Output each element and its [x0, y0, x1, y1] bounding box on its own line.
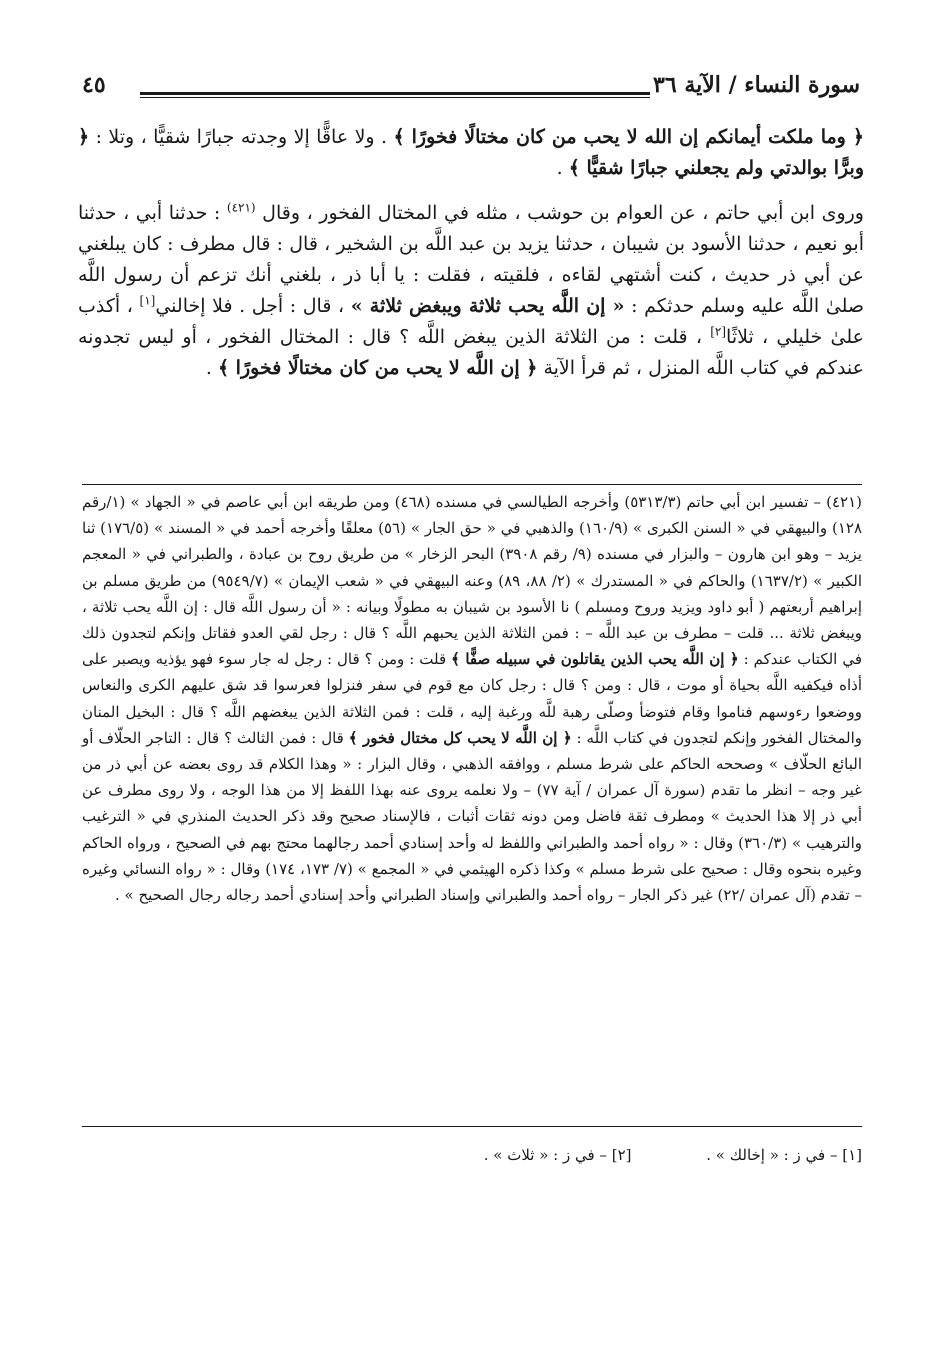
paragraph-2	[78, 198, 864, 384]
hadith-quote: « إن اللَّه يحب ثلاثة ويبغض ثلاثة »	[350, 295, 625, 317]
body-text: .	[205, 357, 218, 379]
footnote-ref-421[interactable]: (٤٢١)	[226, 200, 256, 215]
paragraph-1	[78, 122, 864, 184]
footnote-ref-2[interactable]: [٢]	[710, 324, 727, 339]
body-text: ، قال : أجل . فلا إخالني	[155, 295, 351, 317]
footnote-ref-1[interactable]: [١]	[139, 293, 156, 308]
body-text: : حدثنا أبي ، حدثنا أبو نعيم ، حدثنا الأسود بن شيبان ، حدثنا يزيد بن عبد اللَّه بن الشخير ، قال : قال مطرف : كان يبلغني عن أبي ذر حديث ، كنت أشتهي لقاءه ، فلقيته ، فقلت : يا أبا ذر ، بلغني أنك تزعم أن رسول اللَّه صلىٰ اللَّه عليه وسلم حدثكم :	[78, 202, 864, 317]
page-number: ٤٥	[82, 72, 106, 98]
editor-note-2: [٢] – في ز : « ثلاث » .	[483, 1146, 632, 1164]
quran-verse: ﴿ إن اللَّه لا يحب من كان مختالًا فخورًا ﴾	[217, 357, 538, 379]
header-rule	[140, 92, 650, 98]
footnote-421	[82, 489, 862, 908]
quran-verse: ﴿ وبرًّا بوالدتي ولم يجعلني جبارًا شقيًّا ﴾	[78, 126, 864, 179]
body-text: ، قلت : من الثلاثة الذين يبغض اللَّه ؟ قال : المختال الفخور ، أو ليس تجدونه عندكم في كتاب اللَّه المنزل ، ثم قرأ الآية	[78, 326, 864, 379]
body-text: ، أكذب علىٰ خليلي ، ثلاثًا	[78, 295, 865, 348]
footnote-text: قلت : ومن ؟ قال : رجل له جار سوء فهو يؤذيه ويصبر على أذاه فيكفيه اللَّه بحياة أو موت ، قال : ومن ؟ قال : رجل كان مع قوم في سفر فنزلوا فعرسوا قد شق عليهم الكرى والنعاس ووضعوا رءوسهم فناموا وقام فتوضأ وصلّى رهبة للَّه ورغبة إليه ، قلت : فمن الثلاثة الذين يبغضهم اللَّه ؟ قال : البخيل المنان والمختال الفخور وإنكم لتجدون في كتاب اللَّه :	[82, 650, 863, 747]
body-text: .	[556, 157, 569, 179]
editor-note-1: [١] – في ز : « إخالك » .	[706, 1146, 862, 1164]
body-text: وروى ابن أبي حاتم ، عن العوام بن حوشب ، مثله في المختال الفخور ، وقال	[255, 202, 864, 224]
footnote-verse: ﴿ إن اللَّه يحب الذين يقاتلون في سبيله صفًّا ﴾	[451, 650, 739, 669]
footnote-verse: ﴿ إن اللَّه لا يحب كل مختال فخور ﴾	[348, 728, 572, 747]
quran-verse: ﴿ وما ملكت أيمانكم إن الله لا يحب من كان مختالًا فخورًا ﴾	[393, 126, 864, 148]
footnote-section	[82, 484, 862, 908]
surah-title: سورة النساء / الآية ٣٦	[653, 72, 860, 98]
page-header	[82, 72, 860, 108]
footnote-text: قال : فمن الثالث ؟ قال : التاجر الحلّاف أو البائع الحلّاف » وصححه الحاكم على شرط مسلم ، ووافقه الذهبي ، وقال البزار : « وهذا الكلام قد روى بعضه عن أبي ذر من غير وجه – انظر ما تقدم (سورة آل عمران / آية ٧٧) – ولا نعلمه يروى عنه بهذا اللفظ إلا من هذا الوجه ، ولا روى مطرف عن أبي ذر إلا هذا الحديث » ومطرف ثقة فاضل ومن دونه ثقات أثبات ، فالإسناد صحيح وقد ذكر الحديث المنذري في « الترغيب والترهيب » (٣٦٠/٣) وقال : « رواه أحمد والطبراني واللفظ له وأحد إسنادي أحمد رجالهما محتج بهم في الصحيح ، ورواه الحاكم وغيره بنحوه وقال : صحيح على شرط مسلم » وكذا ذكره الهيثمي في « المجمع » (٧/ ١٧٣، ١٧٤) وقال : « رواه النسائي وغيره – تقدم (آل عمران /٢٢) غير ذكر الجار – رواه أحمد والطبراني وإسناد الطبراني وأحد إسنادي أحمد رجاله رجال الصحيح » .	[82, 728, 863, 905]
editor-notes	[82, 1126, 862, 1167]
body-text: . ولا عاقًّا إلا وجدته جبارًا شقيًّا ، وتلا :	[89, 126, 394, 148]
main-text	[78, 122, 864, 384]
footnote-text: (٤٢١) – تفسير ابن أبي حاتم (٥٣١٣/٣) وأخرجه الطيالسي في مسنده (٤٦٨) ومن طريقه ابن أبي عاصم في « الجهاد » (١/رقم ١٢٨) والبيهقي في « السنن الكبرى » (١٦٠/٩) والذهبي في « حق الجار » (٥٦) معلقًا وأخرجه أحمد في « المسند » (١٧٦/٥) ثنا يزيد – وهو ابن هارون – والبزار في مسنده (٩/ رقم ٣٩٠٨) البحر الزخار » من طريق روح بن عبادة ، والطبراني في « المعجم الكبير » (١٦٣٧/٢) والحاكم في « المستدرك » (٢/ ٨٨، ٨٩) وعنه البيهقي في « شعب الإيمان » (٩٥٤٩/٧) من طريق مسلم بن إبراهيم أربعتهم ( أبو داود ويزيد وروح ومسلم ) نا الأسود بن شيبان به مطولًا وبيانه : « أن رسول اللَّه قال : إن اللَّه يحب ثلاثة ، ويبغض ثلاثة ... قلت – مطرف بن عبد اللَّه – : فمن الثلاثة الذين يحبهم اللَّه ؟ قال : رجل لقي العدو فقاتل وإنكم لتجدون ذلك في الكتاب عندكم :	[82, 493, 863, 669]
